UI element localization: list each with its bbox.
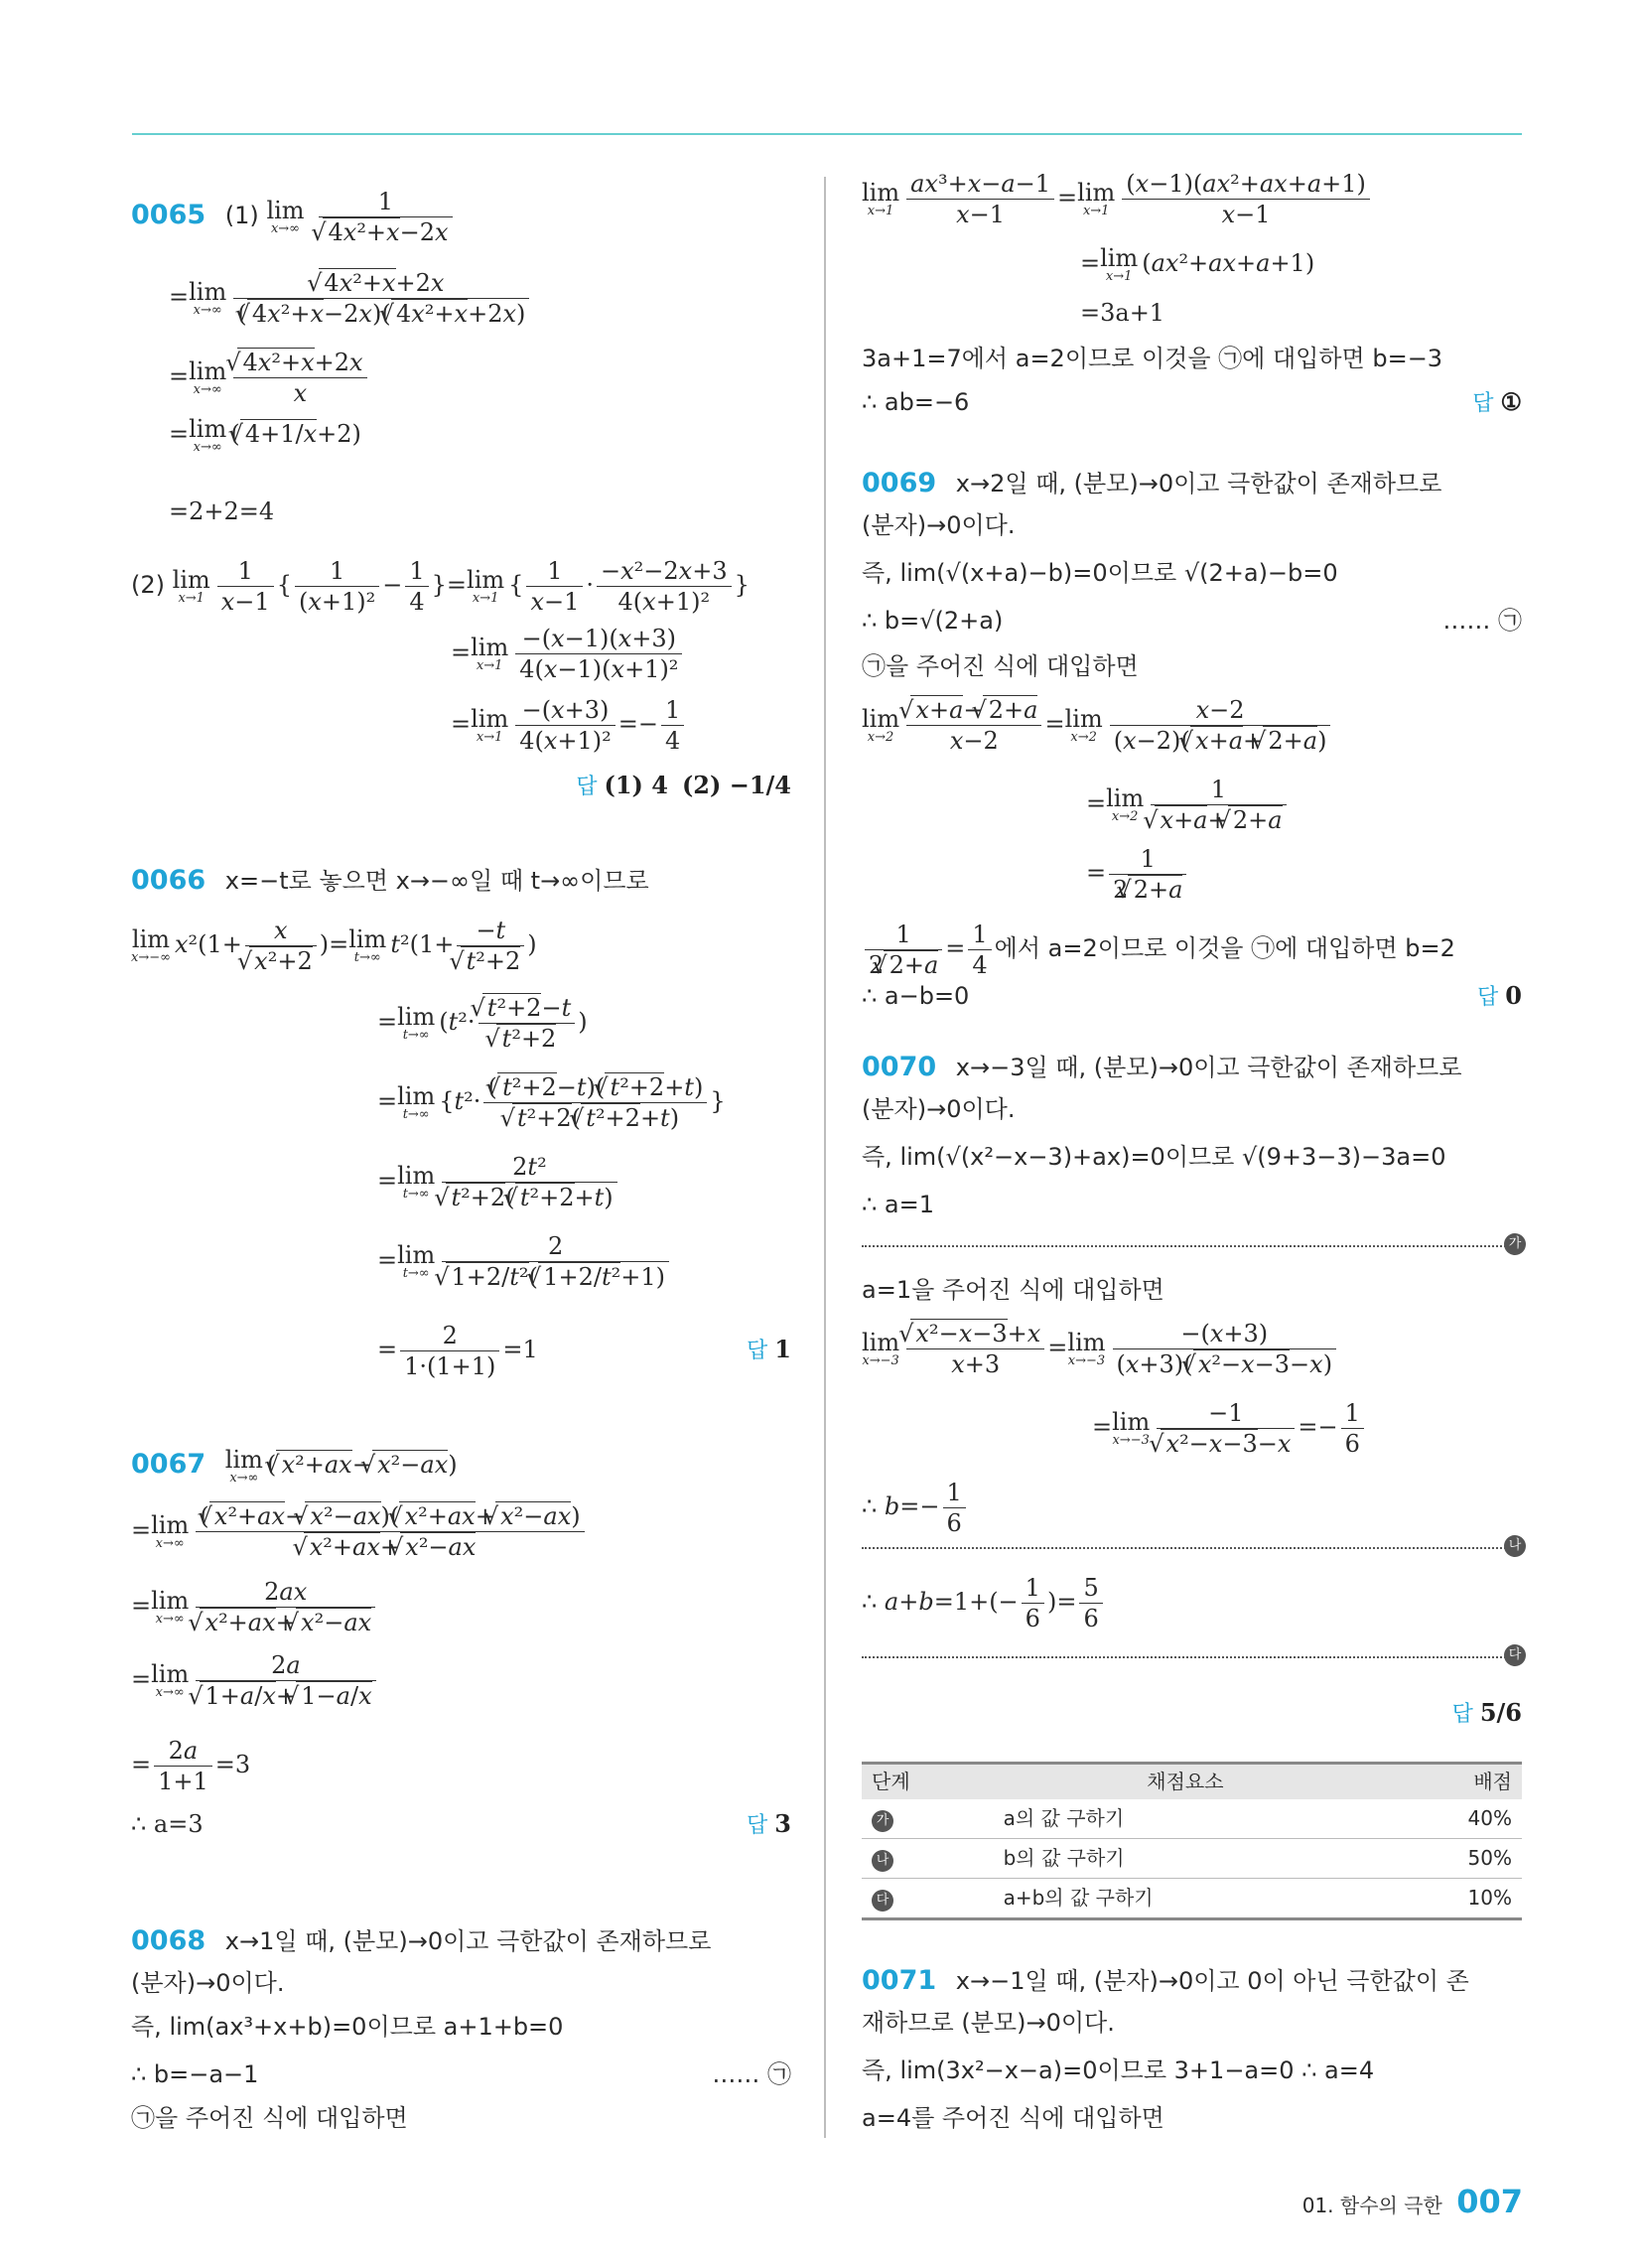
problem-number: 0065 (131, 200, 206, 230)
column-divider (824, 177, 826, 2138)
step-marker-da: 다 (1504, 1644, 1526, 1666)
table-row: 나 b의 값 구하기 50% (862, 1839, 1522, 1879)
answer-0066: 답 1 (747, 1335, 791, 1363)
table-row: 다 a+b의 값 구하기 10% (862, 1879, 1522, 1919)
problem-number: 0071 (862, 1965, 937, 1996)
step-marker-na: 나 (1504, 1535, 1526, 1557)
result-line: =2+2=4 (169, 497, 275, 525)
top-rule (132, 133, 1522, 135)
conclusion: ∴ a=3 (131, 1810, 204, 1838)
table-row: 가 a의 값 구하기 40% (862, 1799, 1522, 1839)
answer-0069: 답 0 (1477, 981, 1522, 1010)
problem-number: 0067 (131, 1449, 206, 1480)
problem-number: 0068 (131, 1925, 206, 1956)
problem-number: 0069 (862, 468, 937, 498)
problem-number: 0070 (862, 1052, 937, 1082)
chapter-title: 01. 함수의 극한 (1301, 2194, 1442, 2217)
score-table: 단계 채점요소 배점 가 a의 값 구하기 40% 나 b의 값 구하기 50% 다 a+b의 값 구하기 10% (862, 1762, 1522, 1920)
page-footer (1302, 2183, 1523, 2220)
answer-0070: 답 5/6 (1451, 1698, 1522, 1727)
step-divider (862, 1547, 1522, 1549)
page-number: 007 (1456, 2183, 1523, 2220)
answer-0067: 답 3 (747, 1809, 791, 1838)
answer-0065: 답 (1) 4 (2) −1/4 (576, 771, 791, 799)
step-marker-ga: 가 (1504, 1233, 1526, 1255)
step-divider (862, 1245, 1522, 1247)
step-divider (862, 1656, 1522, 1658)
problem-intro: x=−t로 놓으면 x→−∞일 때 t→∞이므로 (224, 867, 649, 895)
problem-number: 0066 (131, 865, 206, 896)
answer-0068: 답 ① (1472, 387, 1522, 416)
